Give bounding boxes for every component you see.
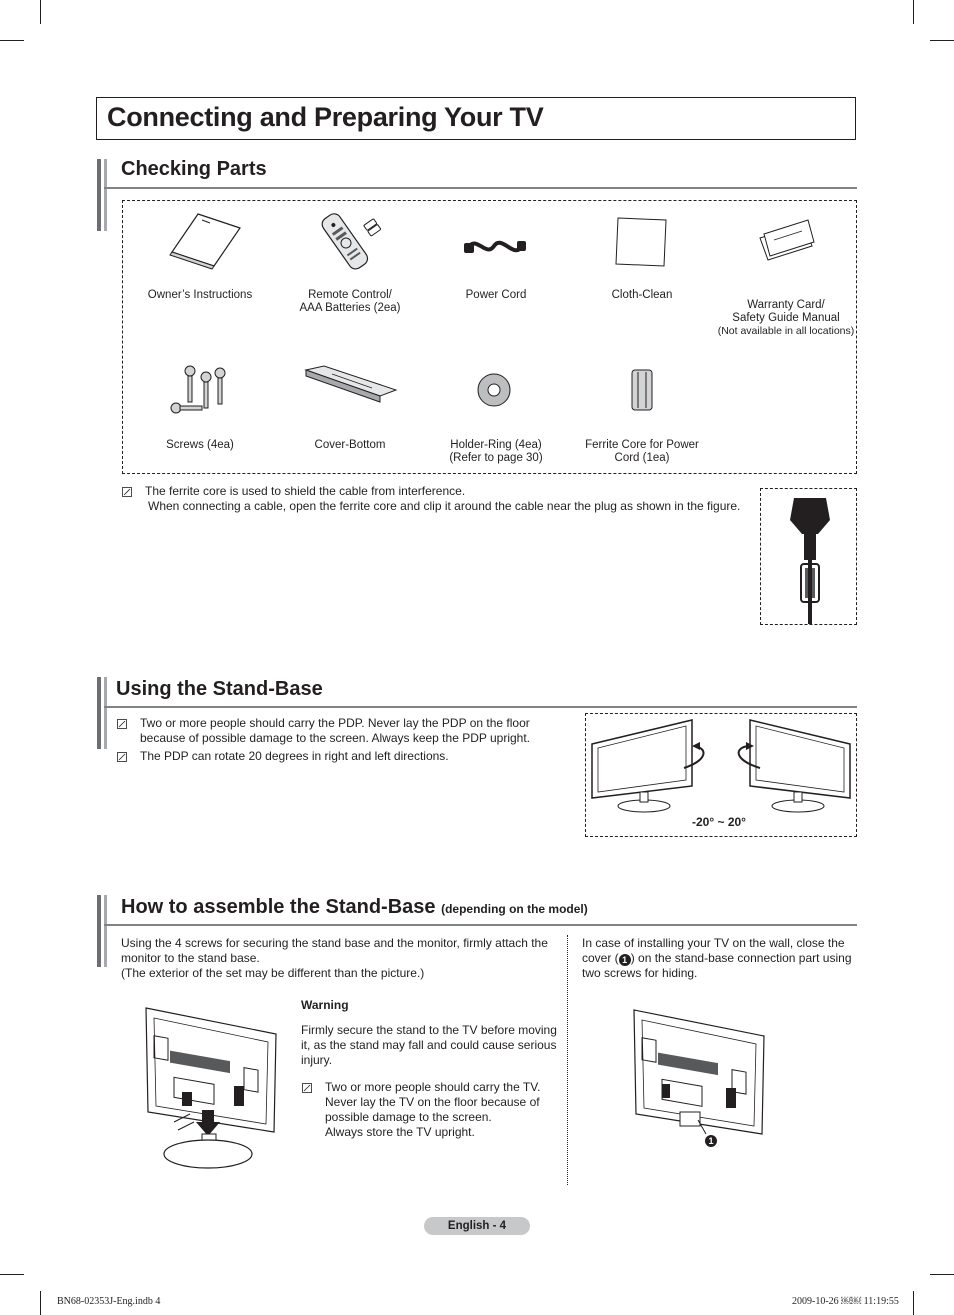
part-label: Ferrite Core for Power Cord (1ea) xyxy=(585,439,699,464)
ferrite-note: The ferrite core is used to shield the cable from interference. When connecting a cable, open the ferrite core and clip it around the cable near the plug as shown in the figure. xyxy=(145,484,741,513)
remote-control-icon xyxy=(318,209,386,273)
part-label: Screws (4ea) xyxy=(166,439,234,451)
section-bar xyxy=(104,159,107,231)
note-icon xyxy=(122,487,132,497)
page-number: English - 4 xyxy=(424,1217,530,1235)
section-rule xyxy=(104,924,857,926)
tv-back-cover-illustration xyxy=(632,1008,766,1148)
crop-mark xyxy=(913,0,914,24)
crop-mark xyxy=(930,1274,954,1275)
section-heading-stand-base: Using the Stand-Base xyxy=(116,678,323,700)
section-bar xyxy=(104,677,107,749)
slug-left: BN68-02353J-Eng.indb 4 xyxy=(57,1296,161,1307)
warranty-card-icon xyxy=(756,218,816,264)
crop-mark xyxy=(913,1291,914,1315)
assemble-note: Two or more people should carry the TV. Never lay the TV on the floor because of possible damage to the screen. Always store the TV upright. xyxy=(325,1080,541,1139)
part-label: Holder-Ring (4ea) (Refer to page 30) xyxy=(449,439,543,464)
section-bar xyxy=(97,895,101,967)
tv-back-stand-illustration xyxy=(144,1006,278,1172)
rotation-label: -20° ~ 20° xyxy=(692,815,746,829)
part-label: Cover-Bottom xyxy=(314,439,386,451)
note-icon xyxy=(117,752,127,762)
callout-1-icon: 1 xyxy=(619,954,631,966)
tv-rotation-illustration xyxy=(588,716,854,816)
stand-note-1: Two or more people should carry the PDP. Never lay the PDP on the floor because of possible damage to the screen. Always keep the PDP upright. xyxy=(140,716,531,745)
part-label: Warranty Card/ Safety Guide Manual (Not available in all locations) xyxy=(717,299,855,337)
assemble-instructions: Using the 4 screws for securing the stand base and the monitor, firmly attach the monitor to the stand base. (The exterior of the set may be different than the picture.) xyxy=(121,936,548,980)
crop-mark xyxy=(930,40,954,41)
section-rule xyxy=(104,187,857,189)
note-icon xyxy=(302,1083,312,1093)
crop-mark xyxy=(0,1274,24,1275)
page-title: Connecting and Preparing Your TV xyxy=(107,102,544,132)
section-rule xyxy=(104,706,857,708)
plug-with-ferrite-icon xyxy=(780,494,840,624)
part-label: Owner’s Instructions xyxy=(147,289,253,301)
section-heading-assemble: How to assemble the Stand-Base (depending on the model) xyxy=(121,896,588,918)
holder-ring-icon xyxy=(476,372,512,408)
cloth-icon xyxy=(614,216,670,268)
wall-install-text: In case of installing your TV on the wall, close the cover ( 1 ) on the stand-base connection part using two screws for hiding. xyxy=(582,936,852,980)
screws-icon xyxy=(166,364,230,422)
slug-right: 2009-10-26 ￼￼ 11:19:55 xyxy=(792,1296,899,1307)
crop-mark xyxy=(40,0,41,24)
heading-suffix: (depending on the model) xyxy=(441,902,588,916)
note-icon xyxy=(117,719,127,729)
callout-1-badge: 1 xyxy=(705,1135,717,1147)
section-bar xyxy=(104,895,107,967)
section-heading-checking-parts: Checking Parts xyxy=(121,158,267,180)
section-bar xyxy=(97,159,101,231)
column-divider xyxy=(567,935,568,1185)
section-bar xyxy=(97,677,101,749)
part-label: Cloth-Clean xyxy=(611,289,673,301)
warning-text: Firmly secure the stand to the TV before moving it, as the stand may fall and could cause serious injury. xyxy=(301,1023,557,1067)
crop-mark xyxy=(40,1291,41,1315)
page-title-box xyxy=(96,97,856,140)
warning-title: Warning xyxy=(301,998,349,1012)
part-label: Remote Control/ AAA Batteries (2ea) xyxy=(299,289,401,314)
ferrite-core-icon xyxy=(628,368,656,412)
crop-mark xyxy=(0,40,24,41)
power-cord-icon xyxy=(462,230,528,264)
manual-icon xyxy=(164,212,244,270)
cover-bottom-icon xyxy=(302,364,398,404)
part-label: Power Cord xyxy=(465,289,527,301)
stand-note-2: The PDP can rotate 20 degrees in right and left directions. xyxy=(140,749,449,763)
